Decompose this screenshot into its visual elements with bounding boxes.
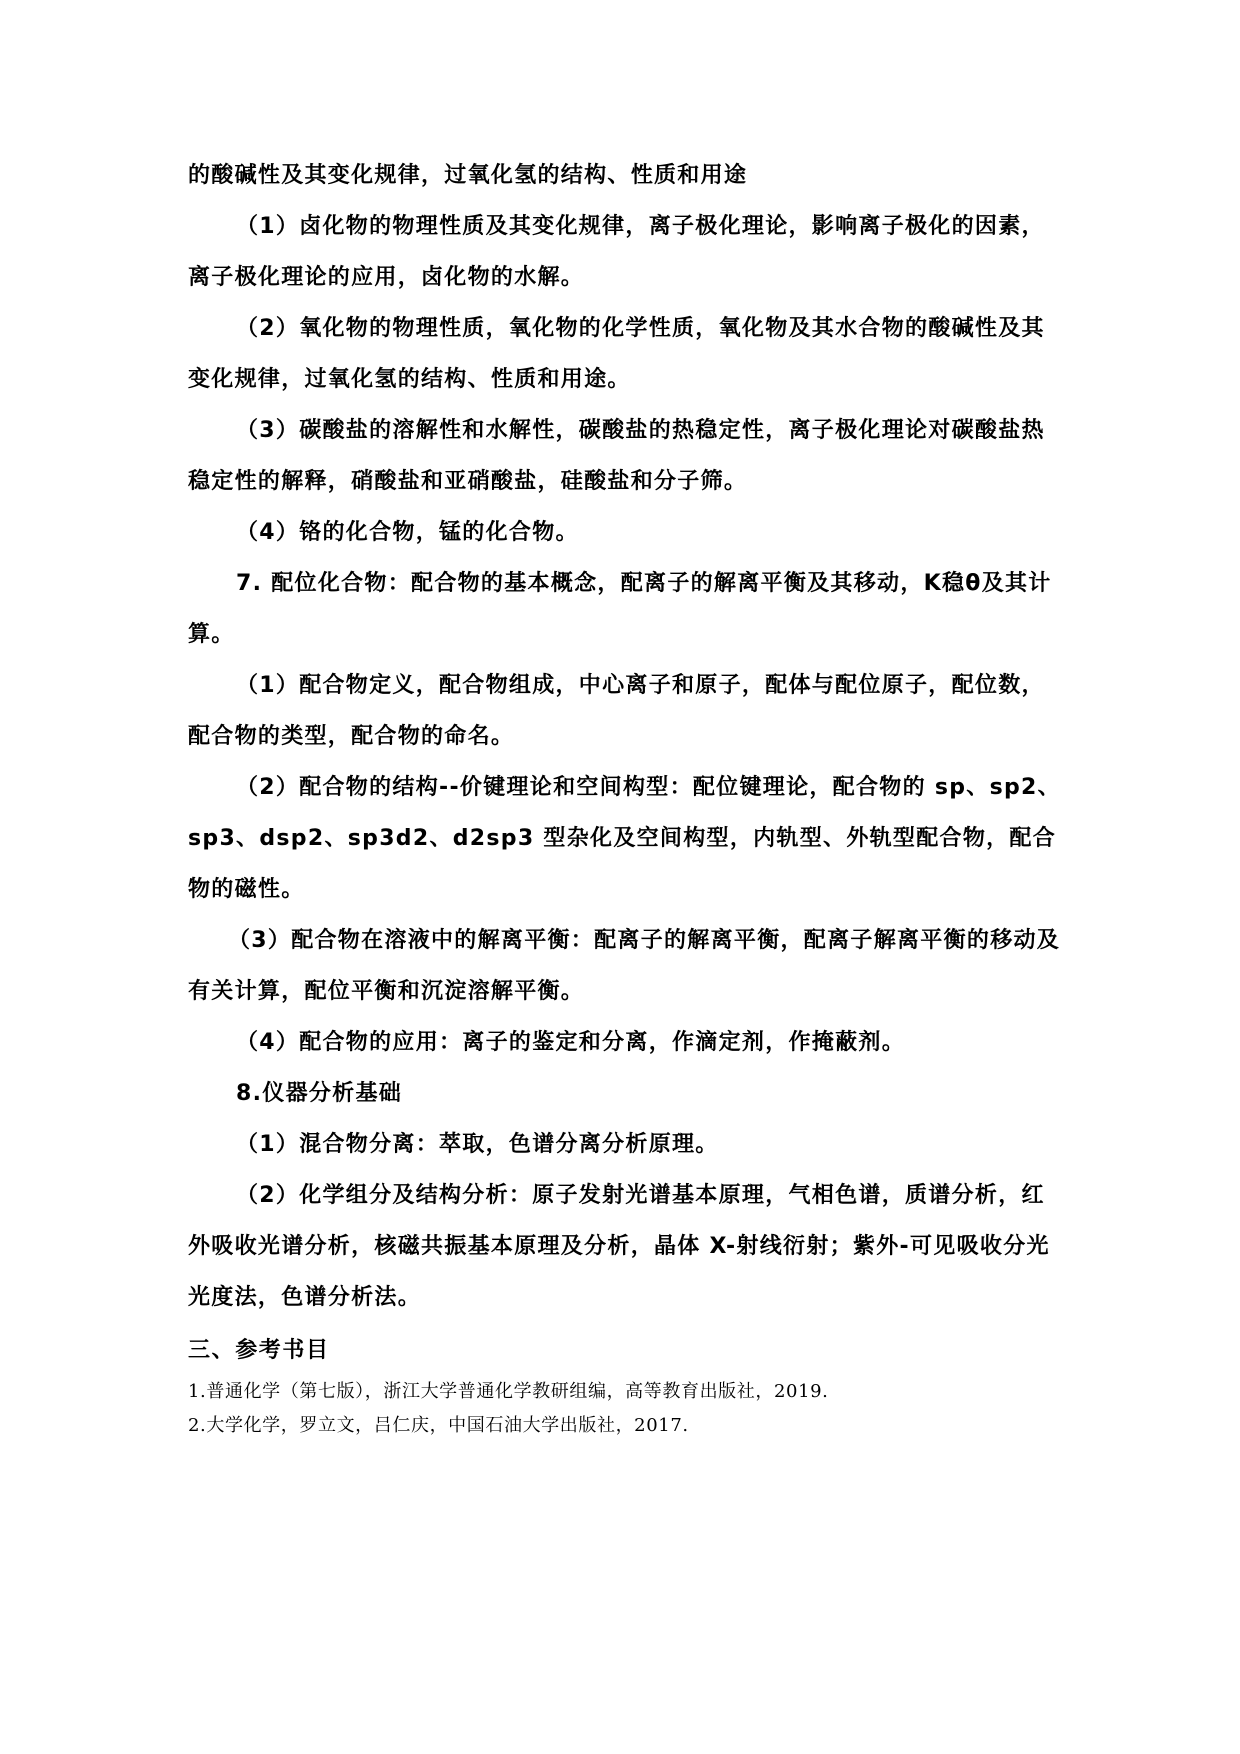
paragraph-coordination-compounds: 7. 配位化合物：配合物的基本概念，配离子的解离平衡及其移动，K稳θ及其计算。 [188,571,1052,647]
paragraph-complex-definition: （1）配合物定义，配合物组成，中心离子和原子，配体与配位原子，配位数，配合物的类型，配合物的命名。 [188,673,1045,749]
paragraph-chromium-manganese: （4）铬的化合物，锰的化合物。 [236,520,579,545]
paragraph-mixture-separation: （1）混合物分离：萃取，色谱分离分析原理。 [236,1132,719,1157]
section-heading-references: 三、参考书目 [188,1338,330,1363]
paragraph-halide: （1）卤化物的物理性质及其变化规律，离子极化理论，影响离子极化的因素，离子极化理论的应用，卤化物的水解。 [188,214,1045,290]
paragraph-carbonate: （3）碳酸盐的溶解性和水解性，碳酸盐的热稳定性，离子极化理论对碳酸盐热稳定性的解释，硝酸盐和亚硝酸盐，硅酸盐和分子筛。 [188,418,1045,494]
reference-item-1: 1.普通化学（第七版），浙江大学普通化学教研组编，高等教育出版社，2019. [188,1381,829,1402]
paragraph-instrumental-analysis: 8.仪器分析基础 [236,1081,403,1106]
paragraph-structural-analysis: （2）化学组分及结构分析：原子发射光谱基本原理，气相色谱，质谱分析，红外吸收光谱分析，核磁共振基本原理及分析，晶体 X-射线衍射；紫外-可见吸收分光光度法，色谱分析法。 [188,1183,1050,1310]
paragraph-continued: 的酸碱性及其变化规律，过氧化氢的结构、性质和用途 [188,163,748,188]
reference-item-2: 2.大学化学，罗立文，吕仁庆，中国石油大学出版社，2017. [188,1415,689,1436]
paragraph-complex-structure: （2）配合物的结构--价键理论和空间构型：配位键理论，配合物的 sp、sp2、sp3、dsp2、sp3d2、d2sp3 型杂化及空间构型，内轨型、外轨型配合物，配合物的磁性。 [188,775,1061,902]
paragraph-oxide: （2）氧化物的物理性质，氧化物的化学性质，氧化物及其水合物的酸碱性及其变化规律，过氧化氢的结构、性质和用途。 [188,316,1045,392]
paragraph-dissociation-equilibrium: （3）配合物在溶液中的解离平衡：配离子的解离平衡，配离子解离平衡的移动及有关计算，配位平衡和沉淀溶解平衡。 [188,928,1061,1004]
paragraph-complex-application: （4）配合物的应用：离子的鉴定和分离，作滴定剂，作掩蔽剂。 [236,1030,906,1055]
document-body [188,150,1062,1443]
